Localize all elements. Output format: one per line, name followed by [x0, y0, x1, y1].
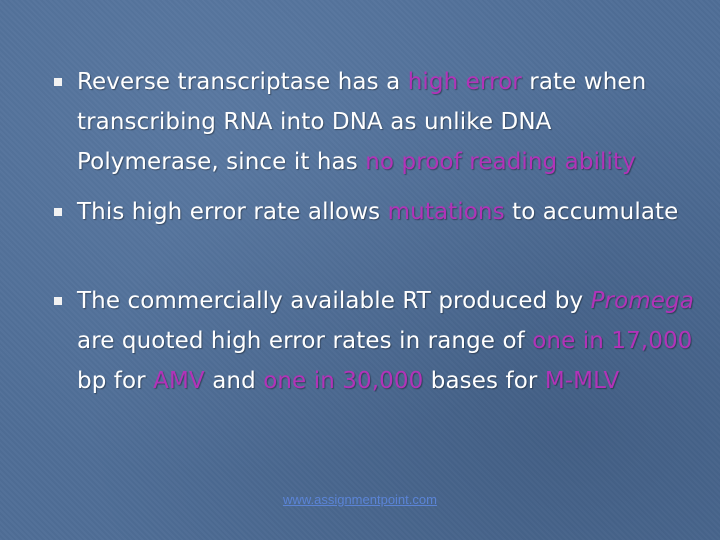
text-segment: The commercially available RT produced by [77, 288, 591, 314]
text-segment: This high error rate allows [77, 199, 388, 225]
highlight-high-error: high error [407, 69, 522, 95]
highlight-no-proof-reading: no proof reading ability [365, 149, 636, 175]
text-segment: Reverse transcriptase has a [77, 69, 408, 95]
text-segment: rate when transcribing RNA into DNA as unlike DNA Polymerase, since it has [77, 69, 647, 175]
bullet-text-1 [77, 62, 697, 182]
highlight-m-mlv: M-MLV [544, 368, 620, 394]
highlight-one-in-17000: one in 17,000 [532, 328, 693, 354]
text-segment: to accumulate [504, 199, 679, 225]
text-segment: are quoted high error rates in range of [77, 328, 533, 354]
highlight-amv: AMV [153, 368, 205, 394]
bullet-square-icon [54, 297, 62, 305]
text-segment: bases for [423, 368, 545, 394]
bullet-text-2 [77, 192, 697, 232]
highlight-one-in-30000: one in 30,000 [263, 368, 424, 394]
highlight-promega: Promega [590, 288, 694, 314]
footer-link[interactable]: www.assignmentpoint.com [283, 492, 437, 507]
highlight-mutations: mutations [387, 199, 505, 225]
bullet-text-3 [77, 281, 697, 401]
text-segment: bp for [77, 368, 154, 394]
text-segment: and [204, 368, 264, 394]
bullet-square-icon [54, 208, 62, 216]
bullet-square-icon [54, 78, 62, 86]
